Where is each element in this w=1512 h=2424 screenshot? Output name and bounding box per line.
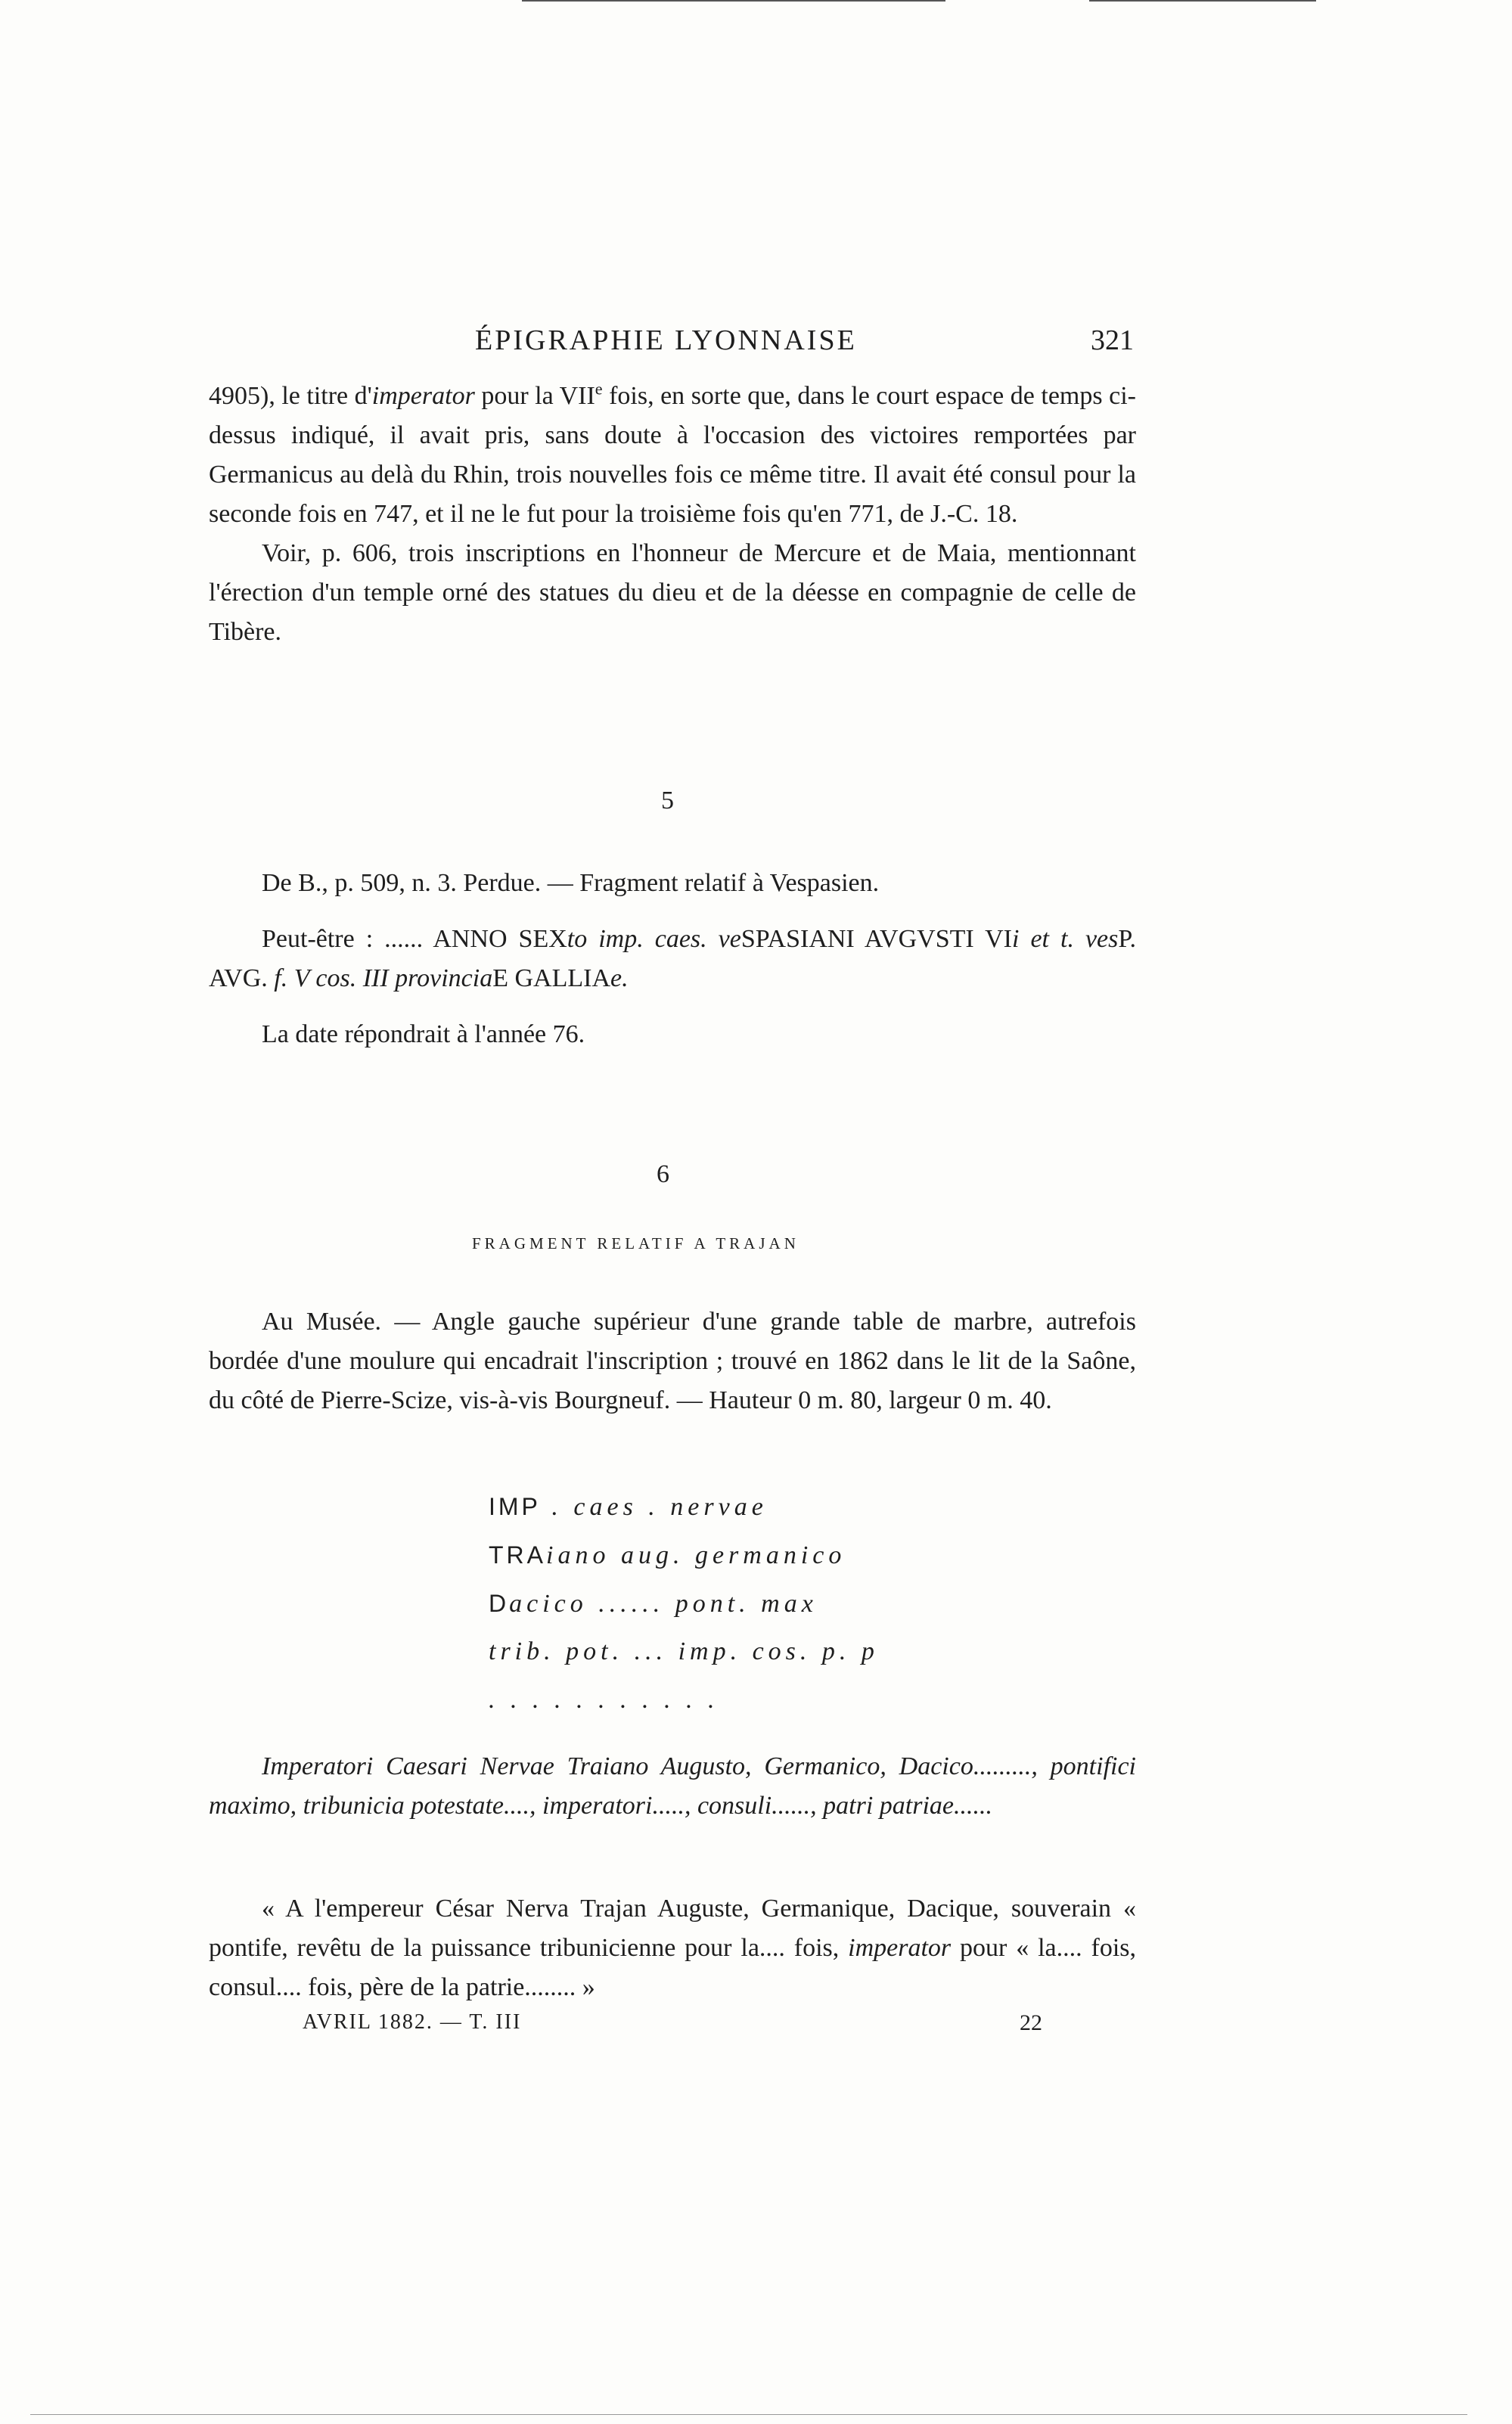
- section-5-restitution: [209, 920, 1136, 998]
- translation-run: imperator: [848, 1934, 952, 1962]
- restored-letters: . . . . . . . . . . .: [489, 1686, 719, 1714]
- continuation-text: [209, 377, 1136, 652]
- translation-run: « A l'empereur César Nerva Trajan Auguste, Germanique, Dacique, souverain: [262, 1895, 1123, 1923]
- section-6-subtitle: FRAGMENT RELATIF A TRAJAN: [472, 1234, 799, 1252]
- italic-run: imperator: [371, 382, 475, 410]
- page-number: 321: [1091, 324, 1134, 356]
- section-6-number: 6: [657, 1160, 669, 1188]
- latin-expansion: [209, 1747, 1136, 1826]
- translation-run: « pontife, revêtu de la puissance tribunicienne pour la.... fois,: [209, 1895, 1136, 1962]
- inscription-line: [489, 1531, 879, 1579]
- latin-expansion-text: Imperatori Caesari Nervae Traiano Augusto, Germanico, Dacico........., pontifici maximo, tribunicia potestate...., imperatori....., consuli......, patri patriae......: [209, 1752, 1136, 1820]
- top-rule: [1089, 0, 1316, 2]
- inscription: [489, 1482, 879, 1724]
- text-run: pour la VII: [474, 382, 595, 410]
- restored-letters: trib. pot. ... imp. cos. p. p: [489, 1637, 879, 1665]
- restored-letters: i et t. ves: [1012, 925, 1119, 953]
- footer-signature: AVRIL 1882. — T. III: [303, 2010, 522, 2034]
- section-5-source: De B., p. 509, n. 3. Perdue. — Fragment relatif à Vespasien.: [262, 869, 880, 897]
- preserved-letters: TRA: [489, 1541, 546, 1569]
- restored-letters: iano aug. germanico: [546, 1541, 846, 1569]
- running-title: ÉPIGRAPHIE LYONNAISE: [475, 324, 857, 356]
- section-5: [209, 864, 1136, 1054]
- top-rule: [522, 0, 945, 2]
- inscription-line: [489, 1676, 879, 1724]
- section-5-number: 5: [661, 787, 674, 815]
- text-run: 4905), le titre d': [209, 382, 372, 410]
- preserved-letters: ANNO SEX: [433, 925, 567, 953]
- translation: [209, 1889, 1136, 2007]
- voir-paragraph: Voir, p. 606, trois inscriptions en l'honneur de Mercure et de Maia, mentionnant l'érection d'un temple orné des statues du dieu et de la déesse en compagnie de celle de Tibère.: [209, 539, 1136, 646]
- footer-sheet-number: 22: [1020, 2010, 1042, 2035]
- inscription-line: [489, 1579, 879, 1628]
- inscription-line: [489, 1628, 879, 1676]
- restored-letters: acico ...... pont. max: [509, 1590, 818, 1618]
- section-6-description-block: [209, 1302, 1136, 1420]
- superscript: e: [595, 379, 603, 399]
- restored-letters: to imp. caes. ve: [567, 925, 741, 953]
- text-run: fois, en sorte que, dans le court espace de temps ci-dessus indiqué, il avait pris, sans doute à l'occasion des victoires remportées par Germanicus au delà du Rhin, trois nouvelles fois ce même titre. Il avait été consul pour la seconde fois en 747, et il ne le fut pour la troisième fois qu'en 771, de J.-C. 18.: [209, 382, 1136, 528]
- preserved-letters: IMP: [489, 1493, 541, 1520]
- restored-letters: f. V cos. III provincia: [274, 964, 493, 992]
- restored-letters: e.: [610, 964, 629, 992]
- peut-etre-label: Peut-être : ......: [262, 925, 424, 953]
- preserved-letters: SPASIANI AVGVSTI VI: [740, 925, 1012, 953]
- preserved-letters: D: [489, 1590, 510, 1617]
- translation-block: [209, 1889, 1136, 2007]
- translation-run: pour « la.... fois, consul.... fois, père de la patrie........ »: [209, 1934, 1137, 2001]
- continuation-paragraph: [209, 377, 1136, 534]
- restored-letters: . caes . nervae: [540, 1493, 768, 1521]
- preserved-letters: P. AVG.: [209, 925, 1137, 992]
- inscription-line: [489, 1482, 879, 1531]
- preserved-letters: E GALLIA: [492, 964, 611, 992]
- section-6-description: Au Musée. — Angle gauche supérieur d'une grande table de marbre, autrefois bordée d'une moulure qui encadrait l'inscription ; trouvé en 1862 dans le lit de la Saône, du côté de Pierre-Scize, vis-à-vis Bourgneuf. — Hauteur 0 m. 80, largeur 0 m. 40.: [209, 1308, 1136, 1414]
- section-5-date-note: La date répondrait à l'année 76.: [262, 1020, 585, 1048]
- bottom-rule: [30, 2414, 1467, 2415]
- latin-expansion-block: [209, 1747, 1136, 1826]
